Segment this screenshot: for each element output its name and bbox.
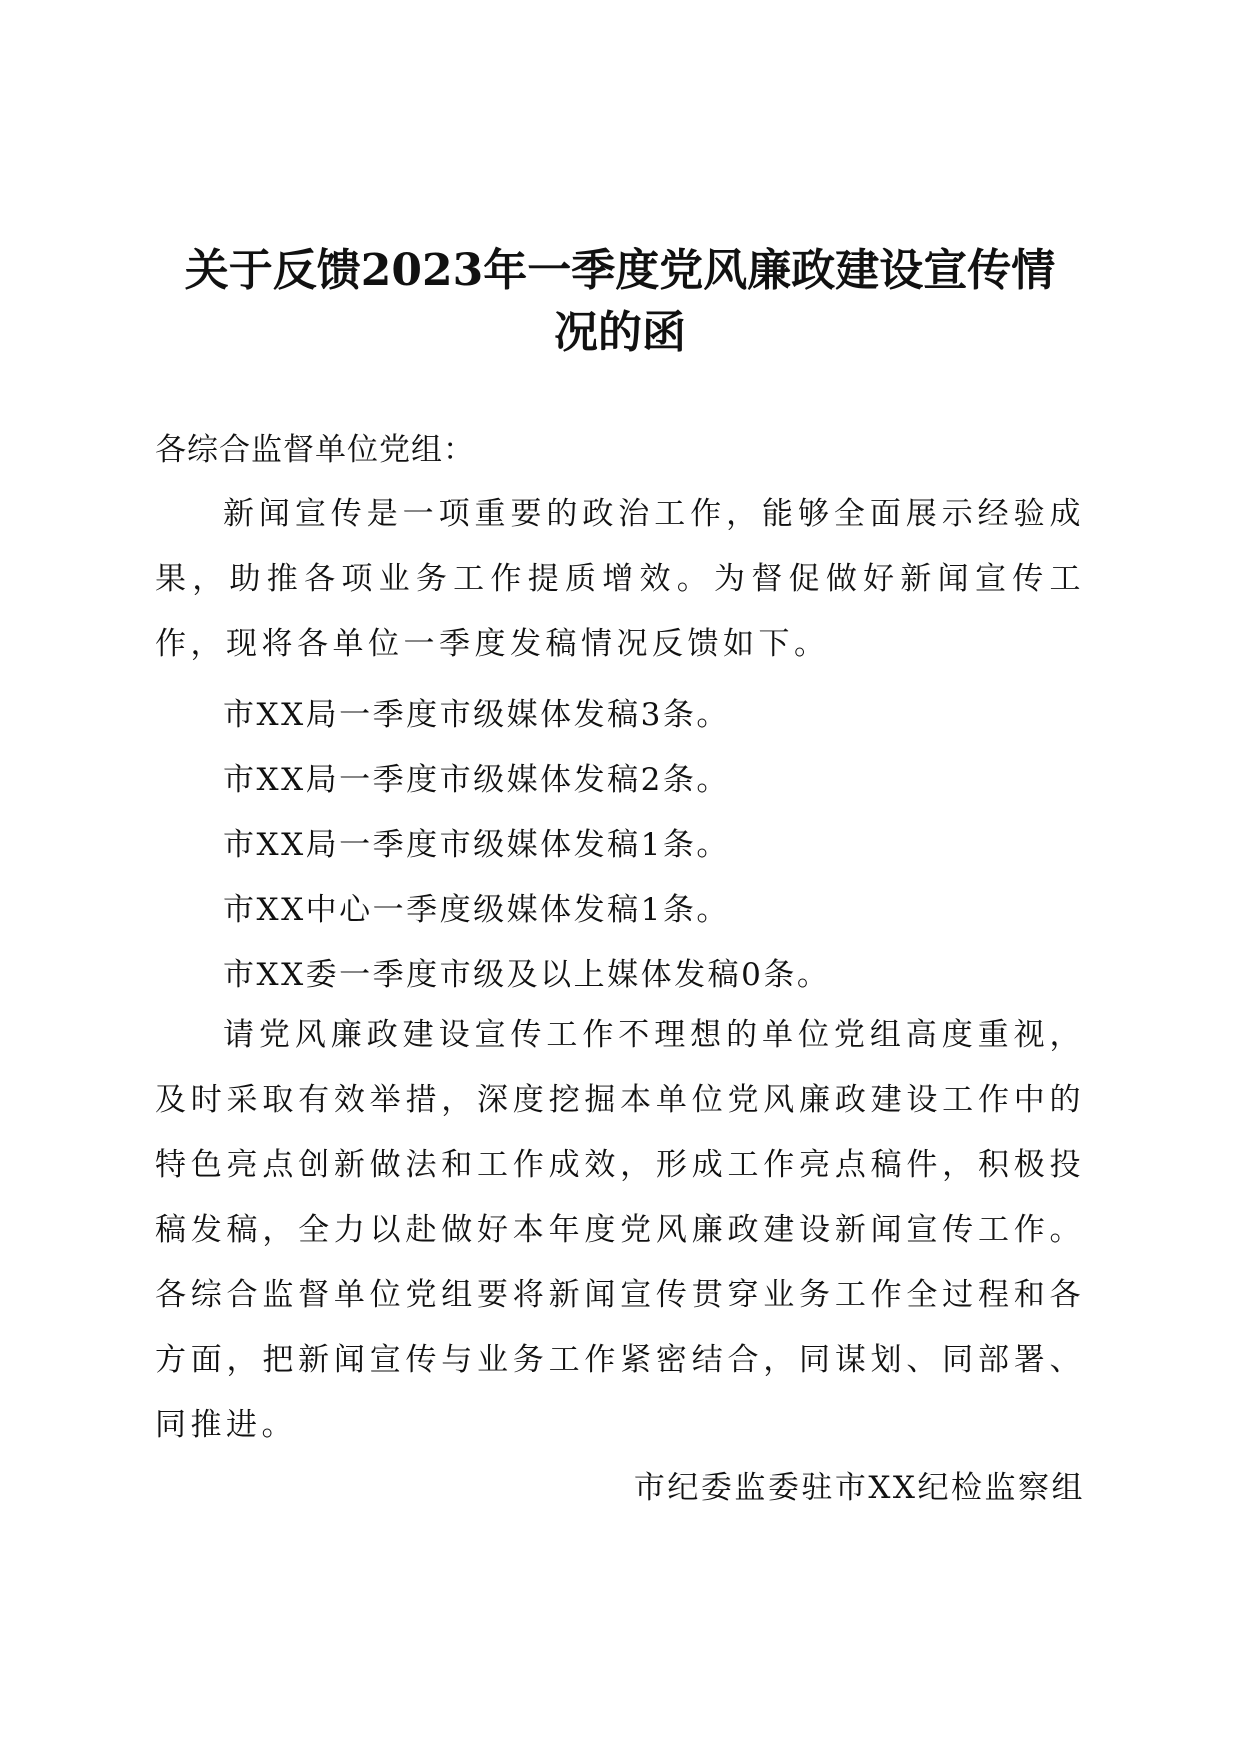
list-item: 市XX局一季度市级媒体发稿1条。 <box>223 827 730 863</box>
salutation: 各综合监督单位党组： <box>155 432 475 468</box>
title-line-1: 关于反馈2023年一季度党风廉政建设宣传情 <box>184 245 1056 296</box>
signature: 市纪委监委驻市XX纪检监察组 <box>633 1470 1085 1506</box>
submission-list <box>155 683 1085 1008</box>
paragraph-intro: 新闻宣传是一项重要的政治工作，能够全面展示经验成果，助推各项业务工作提质增效。为督促做好新闻宣传工作，现将各单位一季度发稿情况反馈如下。 <box>155 496 1085 662</box>
list-item: 市XX局一季度市级媒体发稿2条。 <box>223 762 730 798</box>
list-item: 市XX局一季度市级媒体发稿3条。 <box>223 697 730 733</box>
list-item: 市XX委一季度市级及以上媒体发稿0条。 <box>223 957 831 993</box>
document-title <box>155 240 1085 364</box>
title-line-2: 况的函 <box>554 307 686 358</box>
paragraph-request: 请党风廉政建设宣传工作不理想的单位党组高度重视，及时采取有效举措，深度挖掘本单位党风廉政建设工作中的特色亮点创新做法和工作成效，形成工作亮点稿件，积极投稿发稿，全力以赴做好本年度党风廉政建设新闻宣传工作。各综合监督单位党组要将新闻宣传贯穿业务工作全过程和各方面，把新闻宣传与业务工作紧密结合，同谋划、同部署、同推进。 <box>155 1017 1085 1443</box>
list-item: 市XX中心一季度级媒体发稿1条。 <box>223 892 730 928</box>
